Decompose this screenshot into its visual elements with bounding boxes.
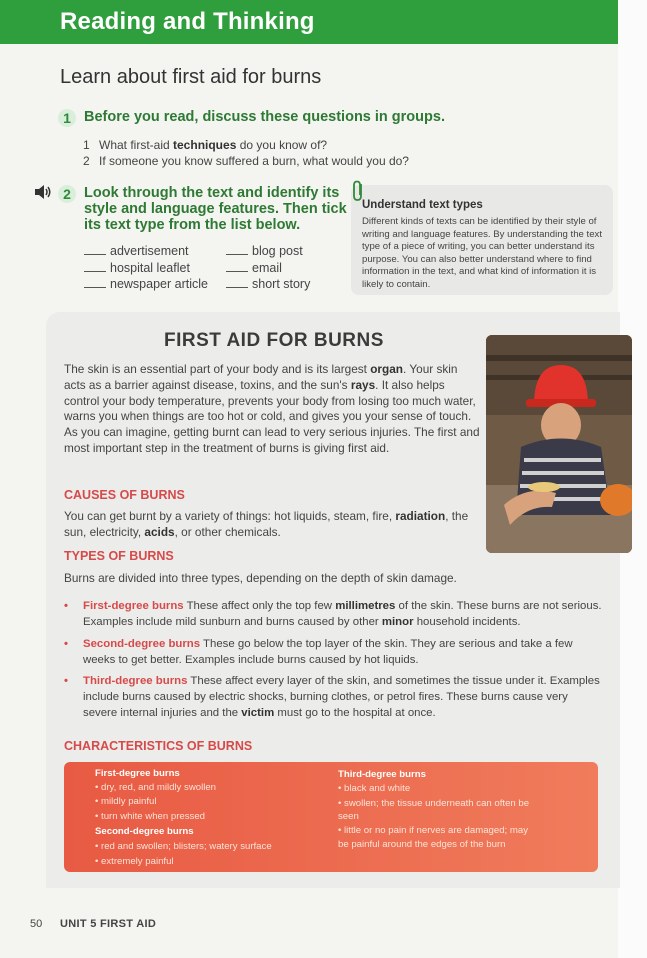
third-degree-head: Third-degree burns	[338, 769, 426, 780]
char-item: • mildly painful	[95, 796, 157, 807]
option-hospital-leaflet[interactable]	[84, 261, 190, 275]
text-run: , the sun, electricity,	[64, 509, 469, 539]
text-run: The skin is an essential part of your body and is its largest	[64, 362, 371, 376]
question-1-sub-2	[83, 154, 409, 168]
question-1-text: Before you read, discuss these questions in groups.	[84, 109, 445, 125]
answer-blank[interactable]	[226, 261, 248, 272]
text-run: These affect every layer of the skin, and sometimes the tissue under it. Examples include burns caused by electric shocks, burning clothes, or petrol fires. These burns cause very severe internal injuries and the	[83, 675, 600, 719]
question-2-line-3: its text type from the list below.	[84, 217, 301, 233]
keyword: minor	[381, 616, 414, 628]
keyword: radiation	[395, 509, 446, 523]
unit-label: UNIT 5 FIRST AID	[60, 918, 157, 930]
option-label: advertisement	[110, 244, 189, 258]
text-run: . Your skin acts as a barrier against disease, toxins, and the sun's	[64, 362, 458, 392]
text-run: These affect only the top few	[183, 600, 336, 612]
sub-text-end: do you know of?	[236, 138, 328, 152]
section-banner	[0, 0, 618, 44]
question-2-line-2: style and language features. Then tick	[84, 201, 347, 217]
char-item: • extremely painful	[95, 856, 174, 867]
question-1-sub-1	[83, 138, 327, 152]
option-label: blog post	[252, 244, 303, 258]
audio-speaker-icon[interactable]	[34, 185, 52, 199]
tip-body: Different kinds of texts can be identified by their style of writing and language features. By understanding the text type of a piece of writing, you can better understand its purpose. You can also better understand where to find information in the text, and what kind of information it is likely to contain.	[362, 216, 603, 290]
text-run: household incidents.	[413, 616, 521, 628]
char-item: • swollen; the tissue underneath can often be	[338, 798, 530, 809]
sub-text: What first-aid	[99, 138, 174, 152]
answer-blank[interactable]	[84, 244, 106, 255]
keyword: rays	[350, 377, 376, 392]
keyword: organ	[370, 362, 403, 376]
question-2-line-1: Look through the text and identify its	[84, 185, 340, 201]
keyword: millimetres	[335, 600, 396, 612]
bullet-dot: •	[64, 600, 68, 612]
types-heading: TYPES OF BURNS	[64, 549, 174, 563]
second-degree-head: Second-degree burns	[95, 826, 194, 837]
bullet-dot: •	[64, 638, 68, 650]
answer-blank[interactable]	[84, 277, 106, 288]
worker-photo	[486, 335, 632, 553]
answer-blank[interactable]	[226, 244, 248, 255]
sub-number: 1	[83, 138, 90, 152]
char-item: • dry, red, and mildly swollen	[95, 782, 217, 793]
section-title: Learn about first aid for burns	[60, 66, 322, 88]
text-run: of the skin. These burns are not serious. Examples include mild sunburn and burns caused by other	[83, 600, 602, 628]
option-advertisement[interactable]	[84, 244, 189, 258]
sub-number: 2	[83, 154, 90, 168]
option-label: email	[252, 261, 282, 275]
banner-title: Reading and Thinking	[60, 8, 315, 35]
option-email[interactable]	[226, 261, 282, 275]
keyword: acids	[144, 525, 175, 539]
char-item: • little or no pain if nerves are damaged; may	[338, 825, 529, 836]
causes-text	[64, 508, 480, 540]
causes-heading: CAUSES OF BURNS	[64, 488, 185, 502]
option-label: newspaper article	[110, 277, 208, 291]
page-number: 50	[30, 918, 43, 930]
sub-keyword: techniques	[173, 138, 237, 152]
char-item: seen	[338, 811, 359, 822]
char-item: • turn white when pressed	[95, 811, 206, 822]
keyword: victim	[241, 707, 275, 719]
answer-blank[interactable]	[226, 277, 248, 288]
first-degree-head: First-degree burns	[95, 768, 180, 779]
article-title: FIRST AID FOR BURNS	[164, 330, 384, 351]
text-run: , or other chemicals.	[174, 525, 281, 539]
option-blog-post[interactable]	[226, 244, 303, 258]
text-run: must go to the hospital at once.	[274, 707, 436, 719]
characteristics-heading: CHARACTERISTICS OF BURNS	[64, 739, 253, 753]
bullet-term: Third-degree burns	[83, 675, 188, 687]
text-run: . It also helps control your body temperature, prevents your body from losing too much water, warns you when things are too hot or cold, and gives you your sense of touch. As you can imagine, getting burnt can lead to very serious injuries. The first and most important step in the treatment of burns is giving first aid.	[64, 377, 480, 455]
char-item: • black and white	[338, 783, 411, 794]
char-item: • red and swollen; blisters; watery surface	[95, 841, 272, 852]
answer-blank[interactable]	[84, 261, 106, 272]
option-newspaper-article[interactable]	[84, 277, 208, 291]
sub-text: If someone you know suffered a burn, what would you do?	[99, 154, 409, 168]
bullet-dot: •	[64, 675, 68, 687]
char-item: be painful around the edges of the burn	[338, 839, 506, 850]
question-2-number: 2	[58, 185, 76, 203]
article-intro	[64, 362, 480, 457]
bullet-term: Second-degree burns	[83, 638, 201, 650]
question-1-number: 1	[58, 109, 76, 127]
bullet-term: First-degree burns	[83, 600, 184, 612]
text-run: These go below the top layer of the skin. They are serious and take a few weeks to get better. Examples include burns caused by hot liquids.	[83, 638, 573, 666]
option-label: short story	[252, 277, 311, 291]
text-run: You can get burnt by a variety of things: hot liquids, steam, fire,	[64, 509, 396, 523]
option-label: hospital leaflet	[110, 261, 190, 275]
tip-title: Understand text types	[362, 199, 483, 211]
types-intro: Burns are divided into three types, depending on the depth of skin damage.	[64, 571, 457, 585]
option-short-story[interactable]	[226, 277, 310, 291]
